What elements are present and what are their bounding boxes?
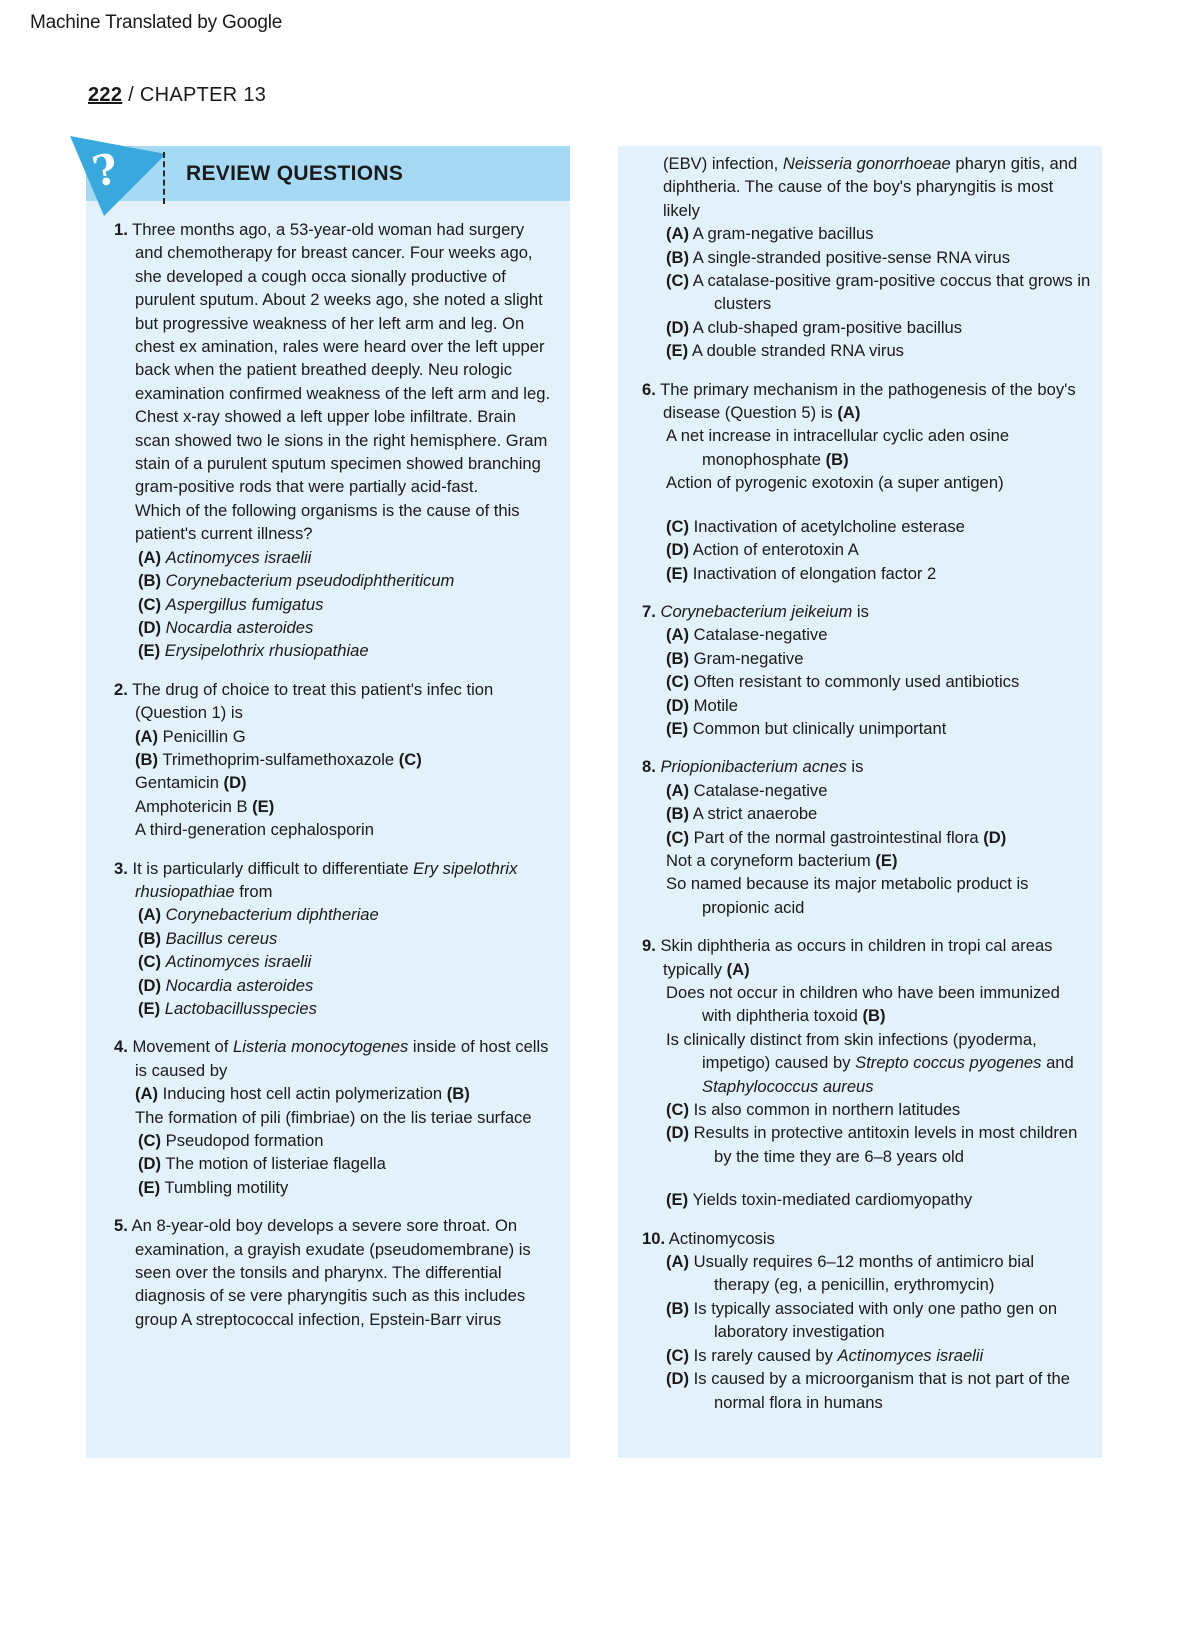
- question-number: 1.: [114, 220, 128, 239]
- option-letter: (E): [138, 641, 161, 661]
- option-letter: (C): [138, 594, 162, 614]
- option-text: Erysipelothrix rhusiopathiae: [164, 641, 369, 661]
- question-text: (EBV) infection,: [663, 154, 783, 173]
- option-letter: (B): [666, 804, 690, 824]
- option-text: Inducing host cell actin polymerization: [158, 1084, 447, 1104]
- question-text: An 8-year-old boy develops a severe sore throat. On examination, a grayish exudate (pseudomembrane) is seen over the tonsils and pharynx. The differential diagnosis of se vere pharyngitis such as this includes group A streptococcal infection, Epstein-Barr virus: [131, 1216, 531, 1329]
- question-9-stem: [642, 934, 1092, 981]
- question-number: 8.: [642, 757, 656, 777]
- option-text: Gram-negative: [693, 648, 804, 668]
- answer-option: [642, 1121, 1092, 1168]
- answer-option: [642, 623, 1092, 646]
- question-text: Three months ago, a 53-year-old woman had surgery and chemotherapy for breast cancer. Four weeks ago, she developed a cough occa sionally productive of purulent sputum. About 2 weeks ago, she noted a slight but progressive weakness of her left arm and leg. On chest ex amination, rales were heard over the left upper back when the patient breathed deeply. Neu rologic examination confirmed weakness of the left arm and leg. Chest x-ray showed a left upper lobe infiltrate. Brain scan showed two le sions in the right hemisphere. Gram stain of a purulent sputum specimen showed branching gram-positive rods that were partially acid-fast.: [132, 220, 551, 497]
- option-text: Amphotericin B: [135, 796, 253, 816]
- option-letter: (A): [135, 1084, 159, 1104]
- option-letter: (D): [138, 1154, 162, 1174]
- answer-line: [642, 424, 1092, 471]
- option-text: A single-stranded positive-sense RNA virus: [692, 247, 1011, 267]
- question-10: [642, 1227, 1092, 1414]
- option-letter: (D): [138, 617, 162, 637]
- answer-option: [642, 316, 1092, 339]
- question-4: [114, 1035, 554, 1199]
- option-text: The formation of pili (fimbriae) on the lis teriae surface: [135, 1107, 532, 1127]
- answer-line: [114, 1082, 554, 1105]
- option-letter: (D): [666, 540, 690, 560]
- answer-line: [114, 748, 554, 771]
- answer-option: [642, 1344, 1092, 1367]
- option-text: Often resistant to commonly used antibiotics: [693, 672, 1020, 692]
- option-letter: (E): [138, 1177, 161, 1197]
- answer-option: [114, 639, 554, 662]
- question-number: 3.: [114, 858, 128, 878]
- option-letter: (C): [666, 672, 690, 692]
- option-letter: (E): [666, 341, 689, 361]
- option-text-italic: Strepto coccus pyogenes: [855, 1053, 1042, 1073]
- option-letter: (C): [666, 516, 690, 536]
- option-letter: (D): [666, 1123, 690, 1143]
- answer-option: [642, 515, 1092, 538]
- option-letter: (D): [666, 1369, 690, 1389]
- question-number: 2.: [114, 679, 128, 699]
- option-letter: (A): [666, 625, 690, 645]
- option-text: Actinomyces israelii: [165, 952, 312, 972]
- option-letter: (B): [138, 571, 162, 591]
- option-text: Aspergillus fumigatus: [165, 594, 324, 614]
- question-text: from: [234, 881, 273, 901]
- option-text-italic: Staphylococcus aureus: [702, 1076, 874, 1096]
- answer-option: [642, 1250, 1092, 1297]
- question-2-stem: [114, 678, 554, 725]
- question-number: 7.: [642, 601, 656, 621]
- question-text: The drug of choice to treat this patient's infec tion (Question 1) is: [132, 679, 494, 723]
- option-letter: (D): [666, 317, 690, 337]
- page-number: 222: [88, 84, 123, 106]
- option-letter: (E): [666, 563, 689, 583]
- question-number: 10.: [642, 1228, 666, 1248]
- option-text: Pseudopod formation: [165, 1131, 324, 1151]
- option-letter: (E): [666, 718, 689, 738]
- question-1: [114, 218, 554, 663]
- answer-option: [642, 717, 1092, 740]
- option-text: A catalase-positive gram-positive coccus that grows in clusters: [692, 271, 1091, 314]
- question-text-italic: Priopionibacterium acnes: [660, 757, 847, 777]
- option-letter: (B): [666, 247, 690, 267]
- option-letter: (A): [135, 726, 159, 746]
- question-7-stem: [642, 600, 1092, 623]
- chapter-label: / CHAPTER 13: [122, 84, 267, 106]
- option-text-italic: Actinomyces israelii: [837, 1345, 984, 1365]
- right-column-text: [642, 152, 1092, 1429]
- option-letter: (D): [138, 975, 162, 995]
- answer-line: [114, 725, 554, 748]
- option-letter: (C): [138, 1131, 162, 1151]
- option-text: A double stranded RNA virus: [691, 341, 904, 361]
- option-letter: (C): [398, 749, 422, 769]
- option-text: Lactobacillusspecies: [164, 999, 317, 1018]
- right-column-panel: [618, 146, 1102, 1458]
- option-text: Actinomyces israelii: [165, 547, 312, 567]
- answer-option: [642, 339, 1092, 362]
- answer-option: [642, 647, 1092, 670]
- question-mark-icon: [70, 136, 166, 216]
- question-5-stem: [114, 1214, 554, 1331]
- answer-option: [114, 997, 554, 1020]
- left-column-panel: [86, 143, 570, 1458]
- option-text: Penicillin G: [158, 726, 246, 746]
- option-letter: (B): [135, 749, 159, 769]
- option-text: The motion of listeriae flagella: [165, 1154, 386, 1174]
- option-text: Bacillus cereus: [165, 928, 278, 948]
- option-text: Corynebacterium diphtheriae: [165, 905, 379, 925]
- answer-line: [642, 1028, 1092, 1098]
- answer-option: [114, 593, 554, 616]
- answer-line: [642, 471, 1092, 494]
- answer-option: [642, 694, 1092, 717]
- question-text: It is particularly difficult to differentiate: [132, 858, 414, 878]
- answer-option: [114, 1129, 554, 1152]
- question-text: is: [846, 757, 864, 777]
- option-text: Inactivation of elongation factor 2: [692, 563, 937, 583]
- answer-option: [642, 538, 1092, 561]
- answer-option: [114, 569, 554, 592]
- question-10-stem: [642, 1227, 1092, 1250]
- option-letter: (B): [446, 1084, 470, 1104]
- option-letter: (C): [666, 827, 690, 847]
- answer-option: [642, 1098, 1092, 1121]
- question-number: 4.: [114, 1037, 128, 1057]
- option-text: A club-shaped gram-positive bacillus: [692, 317, 963, 337]
- option-letter: (A): [726, 959, 750, 979]
- option-letter: (E): [875, 850, 898, 870]
- answer-line: [114, 818, 554, 841]
- option-text: Part of the normal gastrointestinal flora: [689, 827, 984, 847]
- svg-text:?: ?: [88, 143, 123, 197]
- option-letter: (C): [138, 952, 162, 972]
- question-6-stem: [642, 378, 1092, 425]
- answer-option: [642, 1297, 1092, 1344]
- question-text-italic: Listeria monocytogenes: [233, 1037, 409, 1057]
- question-text: inside of host cells is caused by: [135, 1037, 549, 1080]
- page-header: [88, 84, 266, 107]
- option-letter: (D): [666, 695, 690, 715]
- option-text: Is caused by a microorganism that is not part of the normal flora in humans: [693, 1369, 1070, 1412]
- answer-option: [642, 562, 1092, 585]
- answer-option: [642, 269, 1092, 316]
- answer-option: [114, 616, 554, 639]
- option-text: So named because its major metabolic product is propionic acid: [666, 874, 1029, 917]
- answer-line: [114, 1106, 554, 1129]
- option-text: A third-generation cephalosporin: [135, 820, 374, 840]
- answer-option: [642, 222, 1092, 245]
- option-text: Is rarely caused by: [693, 1345, 838, 1365]
- left-column-text: [114, 218, 554, 1346]
- question-5: [114, 1214, 554, 1331]
- question-number: 5.: [114, 1216, 128, 1236]
- option-text: Is also common in northern latitudes: [693, 1100, 961, 1120]
- option-letter: (D): [983, 827, 1007, 847]
- option-letter: (D): [223, 773, 247, 793]
- option-text: A net increase in intracellular cyclic aden osine monophosphate: [666, 426, 1010, 469]
- answer-line: [114, 795, 554, 818]
- question-3-stem: [114, 857, 554, 904]
- option-letter: (A): [837, 403, 861, 423]
- question-number: 9.: [642, 936, 656, 956]
- question-6: [642, 378, 1092, 585]
- question-text: Actinomycosis: [668, 1228, 775, 1248]
- option-text: Does not occur in children who have been immunized with diphtheria toxoid: [666, 983, 1060, 1026]
- option-text: Not a coryneform bacterium: [666, 850, 876, 870]
- option-text: Results in protective antitoxin levels in most children by the time they are 6–8 years old: [693, 1123, 1078, 1166]
- answer-option: [642, 1188, 1092, 1211]
- option-text: and: [1041, 1053, 1074, 1073]
- option-letter: (C): [666, 1345, 690, 1365]
- answer-option: [642, 246, 1092, 269]
- question-2: [114, 678, 554, 842]
- option-text: Catalase-negative: [693, 625, 828, 645]
- option-text: Trimethoprim-sulfamethoxazole: [158, 749, 399, 769]
- option-text: Tumbling motility: [164, 1177, 289, 1197]
- answer-line: [642, 981, 1092, 1028]
- option-letter: (A): [666, 780, 690, 800]
- answer-line: [114, 771, 554, 794]
- question-1-stem: [114, 218, 554, 499]
- option-text: Action of enterotoxin A: [692, 540, 859, 560]
- option-letter: (A): [138, 547, 162, 567]
- option-letter: (A): [666, 1252, 690, 1272]
- question-number: 6.: [642, 379, 656, 399]
- question-7: [642, 600, 1092, 740]
- option-text: Yields toxin-mediated cardiomyopathy: [692, 1190, 973, 1210]
- header-divider: [163, 152, 165, 204]
- question-1-ask: Which of the following organisms is the cause of this patient's current illness?: [135, 500, 520, 544]
- option-letter: (B): [138, 928, 162, 948]
- answer-option: [114, 903, 554, 926]
- option-letter: (B): [666, 1298, 690, 1318]
- option-letter: (B): [825, 449, 849, 469]
- question-5-continued: [642, 152, 1092, 363]
- question-text: [642, 152, 1092, 222]
- answer-option: [642, 779, 1092, 802]
- option-letter: (C): [666, 1100, 690, 1120]
- question-text-italic: Corynebacterium jeikeium: [660, 601, 853, 621]
- question-text: Skin diphtheria as occurs in children in tropi cal areas typically: [660, 936, 1053, 979]
- answer-option: [642, 802, 1092, 825]
- question-text-italic: Ery sipelothrix rhusiopathiae: [135, 858, 518, 901]
- answer-option: [642, 826, 1092, 849]
- question-text: pharyn gitis, and diphtheria. The cause of the boy's pharyngitis is most likely: [663, 154, 1078, 220]
- option-letter: (C): [666, 271, 690, 291]
- option-letter: (E): [138, 999, 161, 1018]
- option-text: Corynebacterium pseudodiphtheriticum: [165, 571, 455, 591]
- answer-option: [114, 974, 554, 997]
- answer-option: [114, 546, 554, 569]
- answer-line: [642, 849, 1092, 872]
- translation-banner: Machine Translated by Google: [30, 12, 283, 33]
- option-text: Common but clinically unimportant: [692, 718, 947, 738]
- option-letter: (A): [138, 905, 162, 925]
- option-text: Motile: [693, 695, 738, 715]
- option-text: Inactivation of acetylcholine esterase: [693, 516, 965, 536]
- question-9: [642, 934, 1092, 1211]
- option-text: Catalase-negative: [693, 780, 828, 800]
- answer-option: [114, 950, 554, 973]
- option-letter: (B): [862, 1006, 886, 1026]
- option-text: Action of pyrogenic exotoxin (a super antigen): [666, 473, 1004, 493]
- option-text: Is typically associated with only one patho gen on laboratory investigation: [693, 1298, 1058, 1342]
- option-letter: (B): [666, 648, 690, 668]
- option-text: A strict anaerobe: [692, 804, 818, 824]
- question-text-italic: Neisseria gonorrhoeae: [782, 154, 951, 173]
- option-text: Usually requires 6–12 months of antimicro bial therapy (eg, a penicillin, erythromycin): [693, 1252, 1035, 1295]
- question-4-stem: [114, 1035, 554, 1082]
- option-text: A gram-negative bacillus: [692, 224, 874, 244]
- option-letter: (E): [666, 1190, 689, 1210]
- answer-option: [642, 1367, 1092, 1414]
- answer-option: [114, 1152, 554, 1175]
- question-8: [642, 755, 1092, 919]
- question-text: is: [852, 601, 869, 621]
- option-text: Is clinically distinct from skin infections (pyoderma, impetigo) caused by: [666, 1029, 1037, 1073]
- option-text: Gentamicin: [135, 773, 224, 793]
- answer-line: [642, 872, 1092, 919]
- question-3: [114, 857, 554, 1021]
- answer-option: [114, 1176, 554, 1199]
- question-8-stem: [642, 755, 1092, 778]
- answer-option: [642, 670, 1092, 693]
- review-questions-title: REVIEW QUESTIONS: [186, 162, 404, 185]
- question-text: Movement of: [132, 1037, 233, 1057]
- option-letter: (E): [252, 796, 275, 816]
- question-text: The primary mechanism in the pathogenesis of the boy's disease (Question 5) is: [660, 379, 1076, 423]
- option-text: Nocardia asteroides: [165, 617, 314, 637]
- option-letter: (A): [666, 224, 690, 244]
- answer-option: [114, 927, 554, 950]
- option-text: Nocardia asteroides: [165, 975, 314, 995]
